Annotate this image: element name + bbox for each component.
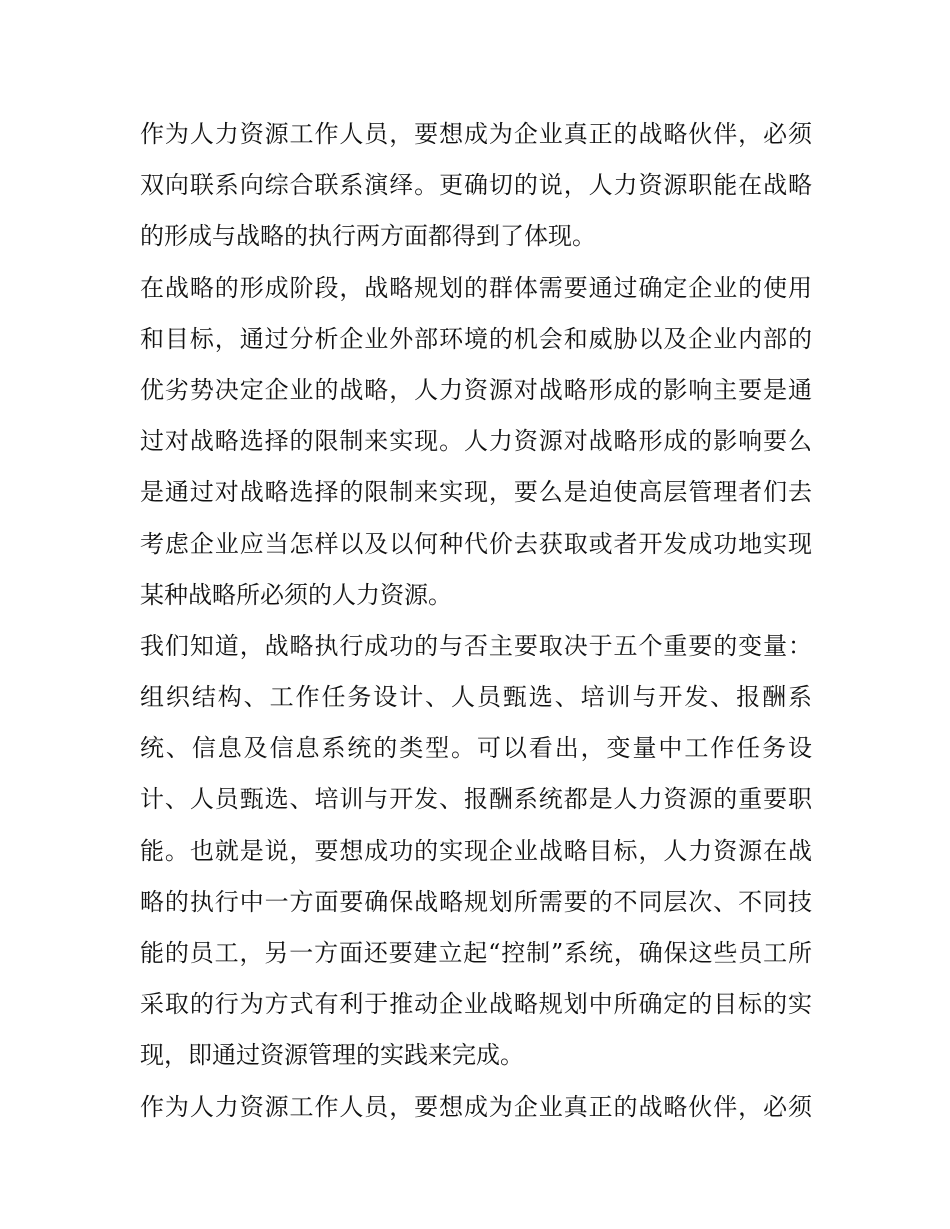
text-line: 能。也就是说，要想成功的实现企业战略目标，人力资源在战 — [140, 836, 812, 865]
text-line: 某种战略所必须的人力资源。 — [140, 580, 452, 609]
paragraph-1 — [140, 109, 812, 263]
text-line: 我们知道，战略执行成功的与否主要取决于五个重要的变量： — [140, 631, 812, 660]
text-line: 计、人员甄选、培训与开发、报酬系统都是人力资源的重要职 — [140, 785, 812, 814]
text-line: 作为人力资源工作人员，要想成为企业真正的战略伙伴，必须 — [140, 1092, 812, 1121]
text-line: 能的员工，另一方面还要建立起“控制”系统，确保这些员工所 — [140, 939, 812, 967]
paragraph-2 — [140, 263, 812, 621]
text-line: 过对战略选择的限制来实现。人力资源对战略形成的影响要么 — [140, 427, 812, 456]
paragraph-4 — [140, 1082, 812, 1133]
paragraph-3 — [140, 621, 812, 1082]
text-line: 和目标，通过分析企业外部环境的机会和威胁以及企业内部的 — [140, 324, 812, 353]
text-line: 在战略的形成阶段，战略规划的群体需要通过确定企业的使用 — [140, 273, 812, 302]
text-line: 作为人力资源工作人员，要想成为企业真正的战略伙伴，必须 — [140, 120, 812, 148]
text-line: 统、信息及信息系统的类型。可以看出，变量中工作任务设 — [140, 734, 812, 763]
text-line: 略的执行中一方面要确保战略规划所需要的不同层次、不同技 — [140, 887, 812, 916]
text-line: 的形成与战略的执行两方面都得到了体现。 — [140, 222, 596, 251]
text-line: 考虑企业应当怎样以及以何种代价去获取或者开发成功地实现 — [140, 529, 812, 558]
text-line: 组织结构、工作任务设计、人员甄选、培训与开发、报酬系 — [140, 683, 812, 712]
text-line: 采取的行为方式有利于推动企业战略规划中所确定的目标的实 — [140, 990, 812, 1019]
text-line: 现，即通过资源管理的实践来完成。 — [140, 1041, 524, 1070]
text-line: 优劣势决定企业的战略，人力资源对战略形成的影响主要是通 — [140, 375, 812, 404]
document-page — [140, 109, 812, 1133]
text-line: 双向联系向综合联系演绎。更确切的说，人力资源职能在战略 — [140, 171, 812, 200]
text-line: 是通过对战略选择的限制来实现，要么是迫使高层管理者们去 — [140, 478, 812, 507]
